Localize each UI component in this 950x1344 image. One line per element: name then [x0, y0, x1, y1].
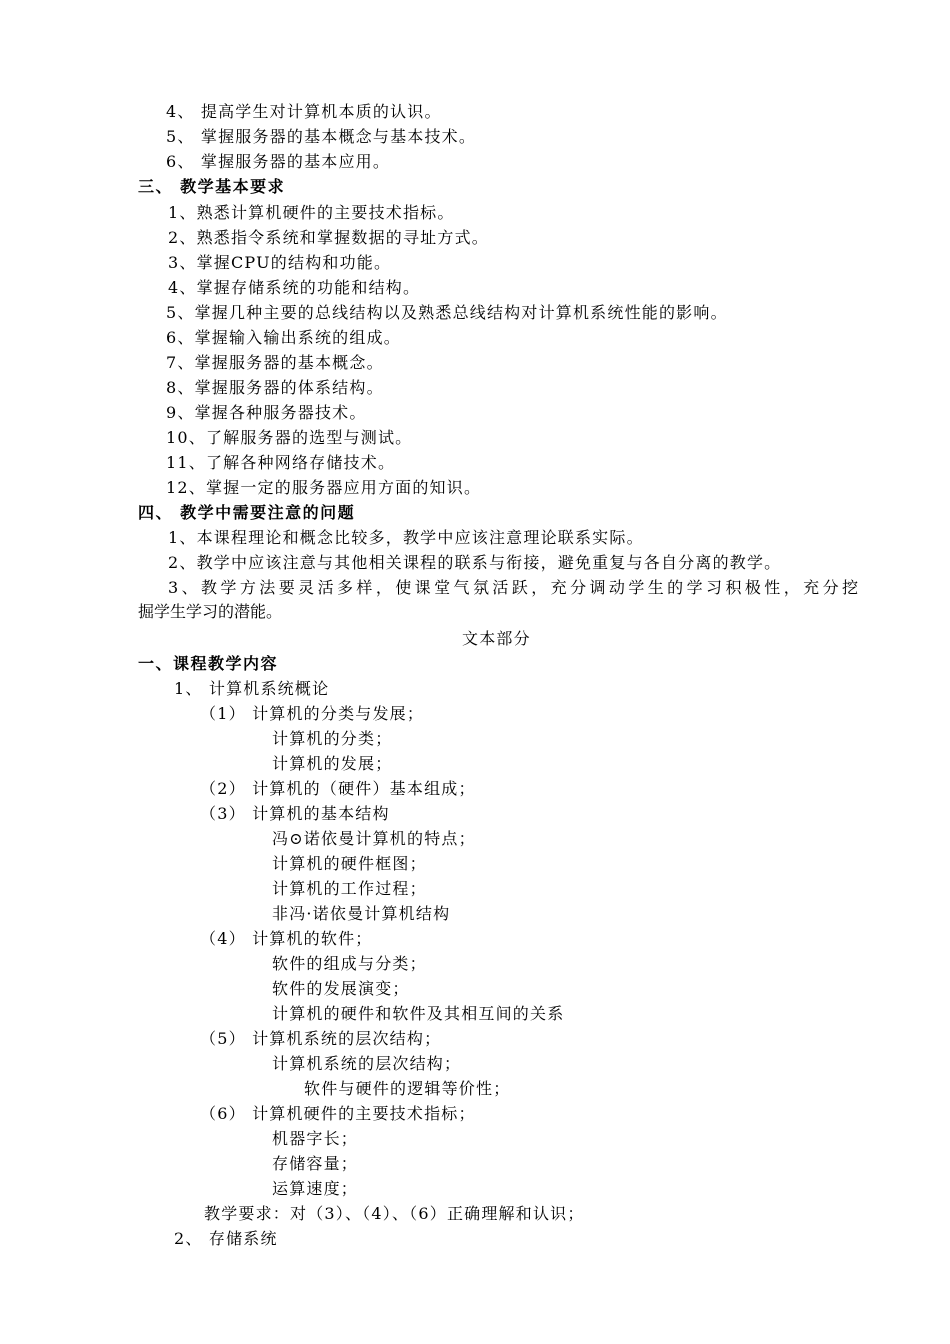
subtopic: （6） 计算机硬件的主要技术指标；	[200, 1104, 476, 1123]
section-heading-notes: 四、 教学中需要注意的问题	[138, 503, 356, 522]
intro-item: 6、 掌握服务器的基本应用。	[166, 152, 391, 171]
requirement-item: 4、掌握存储系统的功能和结构。	[168, 278, 421, 297]
requirement-item: 9、掌握各种服务器技术。	[166, 403, 367, 422]
note-item-line: 3、教学方法要灵活多样，使课堂气氛活跃，充分调动学生的学习积极性，充分挖	[168, 578, 858, 597]
topic-title: 1、 计算机系统概论	[174, 679, 330, 698]
section-heading-requirements: 三、 教学基本要求	[138, 177, 286, 196]
subtopic-detail: 计算机的工作过程；	[272, 879, 427, 898]
subtopic-detail: 计算机的分类；	[272, 729, 393, 748]
note-item-paragraph	[138, 576, 858, 624]
subtopic: （3） 计算机的基本结构	[200, 804, 390, 823]
subtopic: （1） 计算机的分类与发展；	[200, 704, 425, 723]
subtopic-detail: 计算机的发展；	[272, 754, 393, 773]
requirement-item: 11、了解各种网络存储技术。	[166, 453, 396, 472]
requirement-item: 6、掌握输入输出系统的组成。	[166, 328, 401, 347]
requirement-item: 8、掌握服务器的体系结构。	[166, 378, 384, 397]
topic-title: 2、 存储系统	[174, 1229, 278, 1248]
subtopic-detail: 软件与硬件的逻辑等价性；	[304, 1079, 511, 1098]
subtopic-detail: 计算机系统的层次结构；	[272, 1054, 462, 1073]
requirement-item: 7、掌握服务器的基本概念。	[166, 353, 384, 372]
subtopic-detail: 计算机的硬件框图；	[272, 854, 427, 873]
note-item: 2、教学中应该注意与其他相关课程的联系与衔接，避免重复与各自分离的教学。	[168, 553, 782, 572]
subtopic: （4） 计算机的软件；	[200, 929, 373, 948]
subtopic-detail: 存储容量；	[272, 1154, 359, 1173]
note-item-line: 掘学生学习的潜能。	[138, 602, 283, 621]
intro-item: 4、 提高学生对计算机本质的认识。	[166, 102, 442, 121]
requirement-item: 3、掌握CPU的结构和功能。	[168, 253, 392, 272]
requirement-item: 5、掌握几种主要的总线结构以及熟悉总线结构对计算机系统性能的影响。	[166, 303, 728, 322]
requirement-item: 10、了解服务器的选型与测试。	[166, 428, 413, 447]
subtopic-detail: 软件的组成与分类；	[272, 954, 427, 973]
requirement-item: 1、熟悉计算机硬件的主要技术指标。	[168, 203, 455, 222]
subtopic-detail: 计算机的硬件和软件及其相互间的关系	[272, 1004, 565, 1023]
course-content-heading: 一、课程教学内容	[138, 654, 279, 673]
subtopic-detail: 机器字长；	[272, 1129, 359, 1148]
intro-item: 5、 掌握服务器的基本概念与基本技术。	[166, 127, 477, 146]
subtopic-detail: 非冯·诺依曼计算机结构	[272, 904, 451, 923]
note-item: 1、本课程理论和概念比较多，教学中应该注意理论联系实际。	[168, 528, 644, 547]
teaching-requirement: 教学要求：对（3）、（4）、（6）正确理解和认识；	[204, 1204, 585, 1223]
subtopic: （2） 计算机的（硬件）基本组成；	[200, 779, 476, 798]
subtopic-detail: 软件的发展演变；	[272, 979, 410, 998]
requirement-item: 12、掌握一定的服务器应用方面的知识。	[166, 478, 482, 497]
subtopic-detail: 运算速度；	[272, 1179, 359, 1198]
subtopic-detail: 冯⊙诺依曼计算机的特点；	[272, 829, 476, 848]
text-part-title: 文本部分	[462, 629, 531, 648]
requirement-item: 2、熟悉指令系统和掌握数据的寻址方式。	[168, 228, 489, 247]
subtopic: （5） 计算机系统的层次结构；	[200, 1029, 442, 1048]
